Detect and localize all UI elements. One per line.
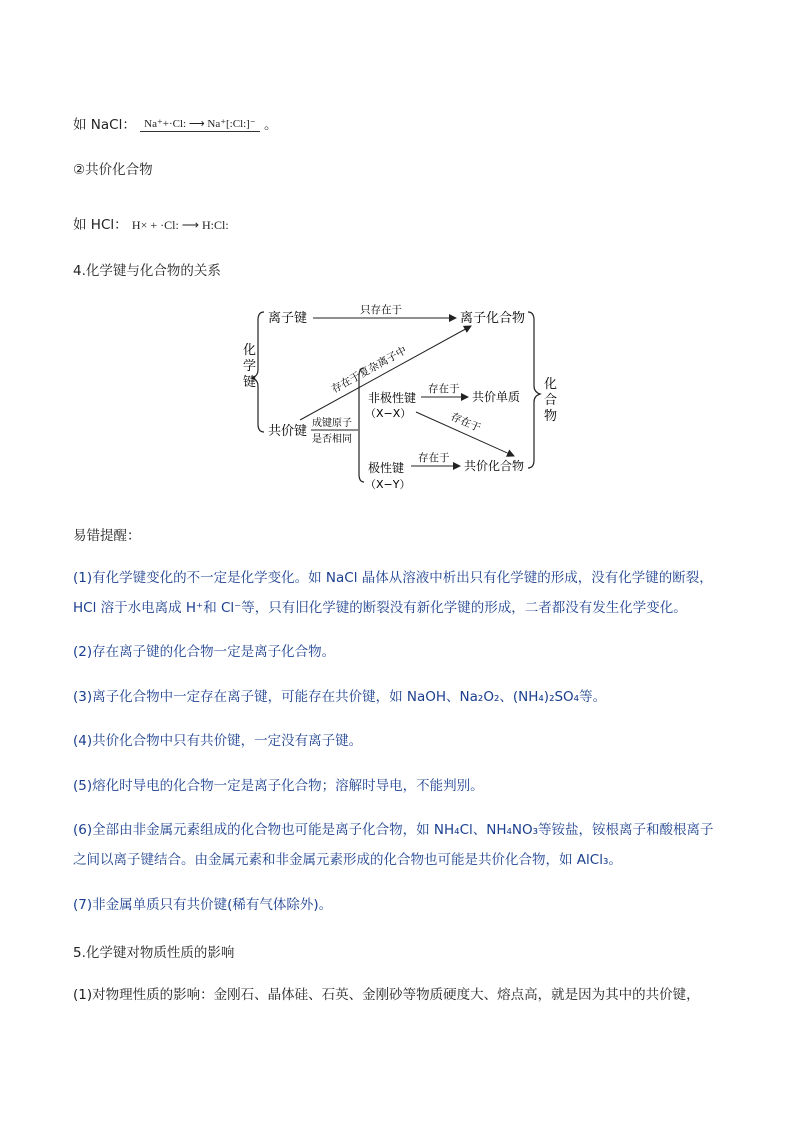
nacl-electron-formula — [140, 117, 260, 132]
error-tips-title: 易错提醒： — [73, 528, 141, 544]
covalent-bond-label: 共价键 — [268, 424, 308, 439]
atom-same-question-1: 成键原子 — [312, 418, 352, 429]
section-4-title: 4.化学键与化合物的关系 — [73, 263, 221, 279]
left-brace-label-2: 学 — [243, 359, 257, 374]
exists-in-label-2: 存在于 — [448, 410, 483, 435]
left-brace-label-1: 化 — [243, 343, 257, 358]
nacl-prefix: 如 NaCl： — [73, 117, 136, 133]
covalent-element-label: 共价单质 — [472, 390, 521, 404]
right-brace — [528, 312, 540, 468]
tip-5: (5)熔化时导电的化合物一定是离子化合物；溶解时导电，不能判别。 — [73, 778, 484, 794]
right-brace-label-1: 化 — [544, 377, 558, 392]
arrow-icon: ⟶ — [181, 218, 202, 232]
nacl-formula-right: Na⁺[:Cl:]⁻ — [207, 118, 256, 130]
covalent-compound-label: 共价化合物 — [464, 459, 525, 473]
ionic-bond-label: 离子键 — [268, 311, 308, 326]
nonpolar-bond-label: 非极性键 — [368, 391, 417, 405]
exists-in-label-3: 存在于 — [418, 452, 450, 464]
tip-1 — [73, 563, 733, 623]
nonpolar-formula: （X−X） — [365, 407, 412, 420]
left-brace-label-3: 键 — [243, 375, 257, 390]
atom-same-question-2: 是否相同 — [312, 434, 352, 445]
tip-6 — [73, 815, 733, 875]
tip-1-line-2: HCl 溶于水电离成 H⁺和 Cl⁻等，只有旧化学键的断裂没有新化学键的形成，二者都没有发生化学变化。 — [73, 600, 687, 616]
ionic-compound-label: 离子化合物 — [460, 311, 526, 326]
tip-1-line-1: (1)有化学键变化的不一定是化学变化。如 NaCl 晶体从溶液中析出只有化学键的形成，没有化学键的断裂， — [73, 570, 713, 586]
nacl-formula-left: Na⁺+·Cl: — [144, 118, 187, 130]
right-brace-label-2: 合 — [544, 393, 558, 408]
complex-ions-label: 存在于复杂离子中 — [329, 344, 409, 396]
hcl-electron-formula — [132, 218, 229, 232]
only-exists-in-label: 只存在于 — [360, 304, 402, 316]
arrow-icon: ⟶ — [188, 118, 205, 130]
tip-2: (2)存在离子键的化合物一定是离子化合物。 — [73, 644, 336, 660]
bond-compound-diagram — [228, 296, 568, 496]
polar-formula: （X−Y） — [365, 478, 411, 491]
nacl-example-line — [73, 113, 277, 134]
tip-7: (7)非金属单质只有共价键(稀有气体除外)。 — [73, 897, 333, 913]
exists-in-label-1: 存在于 — [428, 383, 460, 395]
polar-bond-label: 极性键 — [368, 461, 405, 475]
section-5-paragraph-1: (1)对物理性质的影响：金刚石、晶体硅、石英、金刚砂等物质硬度大、熔点高，就是因为其中的共价键， — [73, 987, 700, 1003]
hcl-prefix: 如 HCl： — [73, 217, 128, 233]
tip-6-line-2: 之间以离子键结合。由金属元素和非金属元素形成的化合物也可能是共价化合物，如 AlCl₃。 — [73, 852, 622, 868]
right-brace-label-3: 物 — [544, 409, 558, 424]
tip-6-line-1: (6)全部由非金属元素组成的化合物也可能是离子化合物，如 NH₄Cl、NH₄NO₃等铵盐，铵根离子和酸根离子 — [73, 822, 714, 838]
tip-3: (3)离子化合物中一定存在离子键，可能存在共价键，如 NaOH、Na₂O₂、(NH₄)₂SO₄等。 — [73, 689, 607, 705]
hcl-example-line — [73, 213, 229, 233]
hcl-formula-right: H:Cl: — [202, 218, 229, 232]
nacl-suffix: 。 — [263, 117, 278, 133]
hcl-formula-left: H× + ·Cl: — [131, 218, 179, 232]
complex-ion-arrow — [300, 326, 471, 420]
section-5-title: 5.化学键对物质性质的影响 — [73, 945, 235, 961]
tip-4: (4)共价化合物中只有共价键，一定没有离子键。 — [73, 733, 363, 749]
covalent-compound-heading: ②共价化合物 — [73, 162, 153, 178]
